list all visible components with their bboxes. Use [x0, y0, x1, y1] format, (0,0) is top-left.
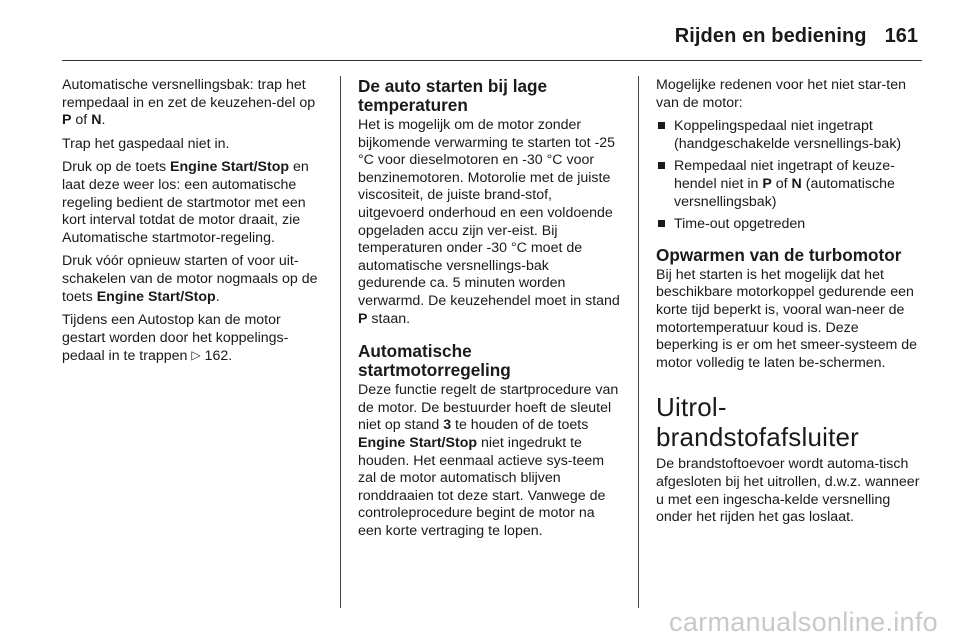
paragraph-accelerator: Trap het gaspedaal niet in.: [62, 135, 230, 152]
reason-list: [656, 118, 922, 234]
column-3: [656, 77, 922, 533]
paragraph-low-temperature: Het is mogelijk om de motor zonder bijkomende verwarming te starten tot -25 °C voor dieselmotoren en -30 °C voor benzinemotoren. Motorolie met de juiste viscositeit, de juiste brand‐stof, uitgevoerd onderhoud en een voldoende opgeladen accu zijn ver‐eist. Bij temperaturen onder -30 °C moet de automatische versnellings‐bak gedurende ca. 5 minuten worden verwarmd. De keuzehendel moet in stand P staan.: [358, 117, 620, 327]
column-divider-2: [638, 76, 639, 608]
page-title: Rijden en bediening: [674, 24, 867, 47]
column-divider-1: [340, 76, 341, 608]
section-title-fuel-cutoff: Uitrol-brandstofafsluiter: [656, 392, 860, 453]
header-rule: [62, 60, 922, 61]
paragraph-fuel-cutoff: De brandstoftoevoer wordt automa‐tisch afgesloten bij het uitrollen, d.w.z. wanneer u met een ingescha‐kelde versnelling onder het rijden het gas loslaat.: [656, 456, 920, 526]
list-item: Koppelingspedaal niet ingetrapt (handgeschakelde versnellings‐bak): [656, 118, 922, 153]
column-1: [62, 77, 324, 372]
paragraph-gear-selector: Automatische versnellingsbak: trap het rempedaal in en zet de keuzehen‐del op P of N.: [62, 77, 316, 129]
heading-low-temperature-start: De auto starten bij lage temperaturen: [358, 76, 548, 115]
paragraph-start-button: Druk op de toets Engine Start/Stop en laat deze weer los: een automatische regeling bedient de startmotor met een kort interval totdat de motor draait, zie Automatische startmotor‐regeling.: [62, 159, 309, 246]
page-header: [675, 16, 918, 56]
paragraph-autostop: Tijdens een Autostop kan de motor gestart worden door het koppelings‐pedaal in te trappen ▷ 162.: [62, 312, 289, 365]
heading-turbo-warmup: Opwarmen van de turbomotor: [656, 244, 902, 265]
list-item: Time-out opgetreden: [656, 216, 922, 234]
list-item: Rempedaal niet ingetrapt of keuze‐hendel niet in P of N (automatische versnellingsbak): [656, 158, 922, 211]
bullet-square-icon: [658, 220, 665, 227]
paragraph-starter-control: Deze functie regelt de startprocedure van de motor. De bestuurder hoeft de sleutel niet op stand 3 te houden of de toets Engine Start/Stop niet ingedrukt te houden. Het eenmaal actieve sys‐teem zal de motor automatisch blijven ronddraaien tot deze start. Vanwege de controleprocedure begint de motor na een korte vertraging te lopen.: [358, 382, 619, 539]
paragraph-start-failure-reasons: Mogelijke redenen voor het niet star‐ten van de motor:: [656, 77, 906, 111]
column-2: [358, 77, 620, 546]
bullet-square-icon: [658, 122, 665, 129]
bullet-square-icon: [658, 162, 665, 169]
watermark: carmanualsonline.info: [669, 607, 938, 637]
paragraph-restart: Druk vóór opnieuw starten of voor uit‐schakelen van de motor nogmaals op de toets Engine Start/Stop.: [62, 253, 318, 305]
heading-starter-control: Automatische startmotorregeling: [358, 341, 511, 381]
paragraph-turbo-warmup: Bij het starten is het mogelijk dat het beschikbare motorkoppel gedurende een korte tijd beperkt is, vooral wan‐neer de motortemperatuur koud is. Deze beperking is er om het smeer‐systeem de motor volledig te laten be‐schermen.: [656, 266, 918, 371]
page-number: 161: [884, 24, 918, 47]
page-reference-icon: ▷: [191, 348, 201, 363]
